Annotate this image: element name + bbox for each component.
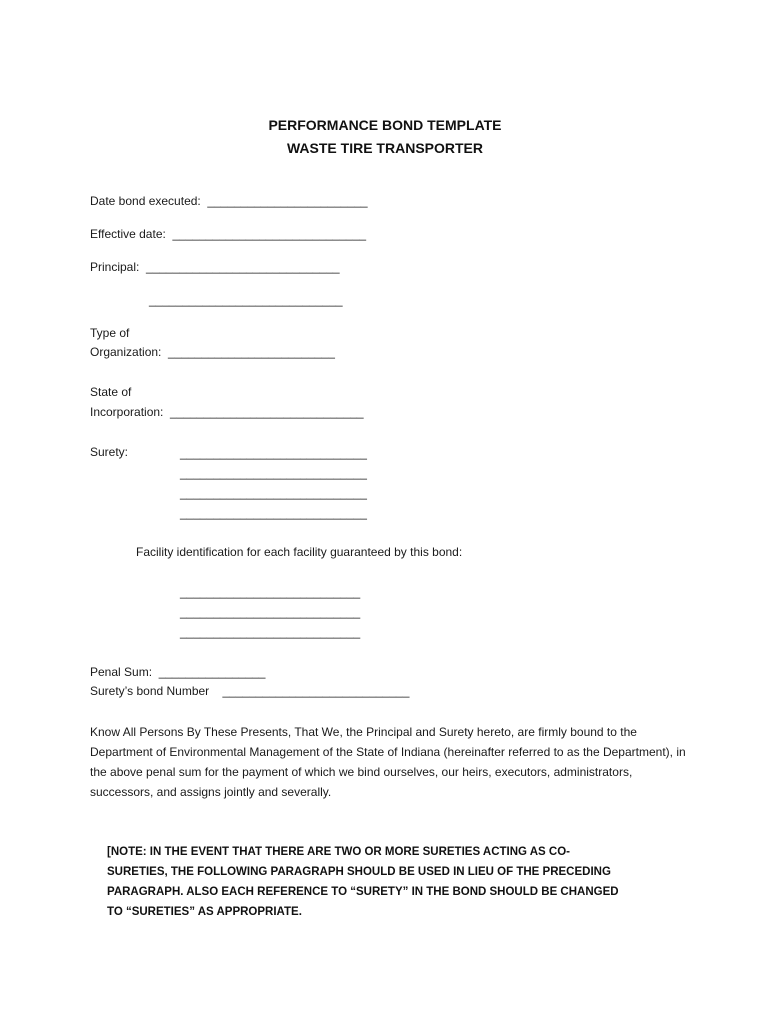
date-executed-field: Date bond executed: ________________________ [90,194,368,208]
organization-field: Organization: _________________________ [90,345,335,359]
state-of-label: State of [90,385,132,399]
facility-line: ___________________________ [180,605,361,619]
principal-continuation-line: _____________________________ [149,293,343,307]
effective-date-field: Effective date: _____________________________ [90,227,367,241]
surety-line: ____________________________ [180,466,367,480]
note-paragraph: [NOTE: IN THE EVENT THAT THERE ARE TWO OR MORE SURETIES ACTING AS CO-SURETIES, THE FOLLOWING PARAGRAPH SHOULD BE USED IN LIEU OF THE PRECEDING PARAGRAPH. ALSO EACH REFERENCE TO “SURETY” IN THE BOND SHOULD BE CHANGED TO “SURETIES” AS APPROPRIATE. [107,846,619,918]
surety-bond-number-field: Surety’s bond Number ____________________________ [90,684,410,698]
know-all-paragraph: Know All Persons By These Presents, That We, the Principal and Surety hereto, are firmly bound to the Department of Environmental Management of the State of Indiana (hereinafter referred to as the Department), in the above penal sum for the payment of which we bind ourselves, our heirs, executors, administrators, successors, and assigns jointly and severally. [90,725,686,799]
type-of-label: Type of [90,326,130,340]
document-subtitle: WASTE TIRE TRANSPORTER [286,140,483,156]
surety-label: Surety: [90,445,129,459]
facility-intro: Facility identification for each facility guaranteed by this bond: [136,545,463,559]
surety-line: ____________________________ [180,486,367,500]
surety-line: ____________________________ [180,506,367,520]
principal-field: Principal: _____________________________ [90,260,340,274]
document-title: PERFORMANCE BOND TEMPLATE [268,117,502,133]
facility-line: ___________________________ [180,625,361,639]
incorporation-field: Incorporation: _____________________________ [90,405,364,419]
facility-line: ___________________________ [180,585,361,599]
penal-sum-field: Penal Sum: ________________ [90,665,266,679]
surety-line: ____________________________ [180,446,367,460]
